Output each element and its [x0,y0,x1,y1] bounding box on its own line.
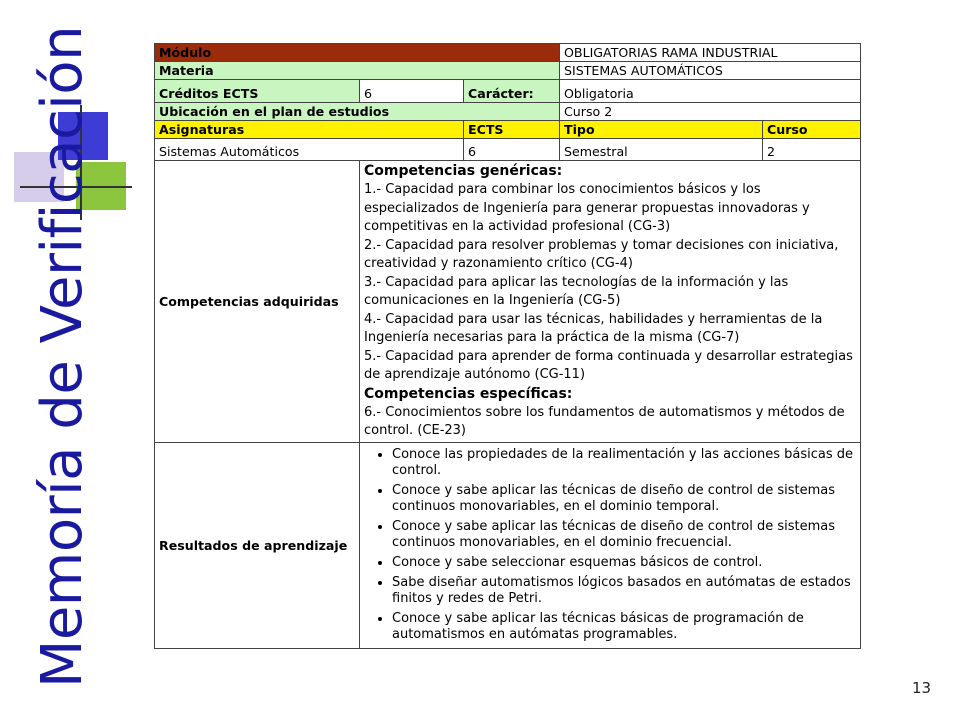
resultados-row [155,442,861,648]
resultados-content [360,442,861,648]
materia-row [155,62,861,80]
caracter-label: Carácter: [464,80,560,103]
page-number: 13 [912,679,932,697]
competencia-item: 4.- Capacidad para usar las técnicas, habilidades y herramientas de la Ingeniería necesarias para la práctica de la misma (CG-7) [364,311,823,345]
ubicacion-value: Curso 2 [560,103,861,121]
competencias-label: Competencias adquiridas [155,161,360,443]
asignaturas-header: Asignaturas [155,121,464,139]
materia-label: Materia [155,62,560,80]
tipo-header: Tipo [560,121,763,139]
caracter-value: Obligatoria [560,80,861,103]
competencias-genericas-title: Competencias genéricas: [364,163,563,179]
competencias-row [155,161,861,443]
resultado-item: • Sabe diseñar automatismos lógicos basados en autómatas de estados finitos y redes de Petri. [392,575,856,607]
asignatura-curso: 2 [763,139,861,161]
ects-header: ECTS [464,121,560,139]
creditos-label: Créditos ECTS [155,80,360,103]
resultados-label: Resultados de aprendizaje [155,442,360,648]
creditos-row [155,80,861,103]
asignatura-tipo: Semestral [560,139,763,161]
module-spec-table [154,43,861,649]
competencias-especificas-title: Competencias específicas: [364,385,573,402]
asignatura-name: Sistemas Automáticos [155,139,464,161]
materia-value: SISTEMAS AUTOMÁTICOS [560,62,861,80]
modulo-row [155,44,861,62]
modulo-label: Módulo [155,44,560,62]
slide-title: Memoría de Verificación [30,25,95,688]
competencia-item: 1.- Capacidad para combinar los conocimientos básicos y los especializados de Ingeniería para generar propuestas innovadoras y competitivas en la actividad profesional (CG-3) [364,182,810,234]
competencia-item: 2.- Capacidad para resolver problemas y tomar decisiones con iniciativa, creatividad y razonamiento crítico (CG-4) [364,237,839,271]
ubicacion-row [155,103,861,121]
asignaturas-header-row [155,121,861,139]
ubicacion-label: Ubicación en el plan de estudios [155,103,560,121]
modulo-value: OBLIGATORIAS RAMA INDUSTRIAL [560,44,861,62]
resultados-list [364,447,856,643]
curso-header: Curso [763,121,861,139]
asignatura-ects: 6 [464,139,560,161]
competencia-item: 3.- Capacidad para aplicar las tecnologías de la información y las comunicaciones en la Ingeniería (CG-5) [364,274,789,308]
competencias-content [360,161,861,443]
asignatura-row [155,139,861,161]
resultado-item: • Conoce las propiedades de la realimentación y las acciones básicas de control. [392,447,856,479]
competencia-item: 5.- Capacidad para aprender de forma continuada y desarrollar estrategias de aprendizaje autónomo (CG-11) [364,348,853,382]
resultado-item: • Conoce y sabe aplicar las técnicas básicas de programación de automatismos en autómatas programables. [392,611,856,643]
creditos-value: 6 [360,80,464,103]
resultado-item: • Conoce y sabe seleccionar esquemas básicos de control. [392,555,856,571]
resultado-item: • Conoce y sabe aplicar las técnicas de diseño de control de sistemas continuos monovariables, en el dominio frecuencial. [392,519,856,551]
competencia-especifica-item: 6.- Conocimientos sobre los fundamentos de automatismos y métodos de control. (CE-23) [364,404,845,438]
resultado-item: • Conoce y sabe aplicar las técnicas de diseño de control de sistemas continuos monovariables, en el dominio temporal. [392,483,856,515]
